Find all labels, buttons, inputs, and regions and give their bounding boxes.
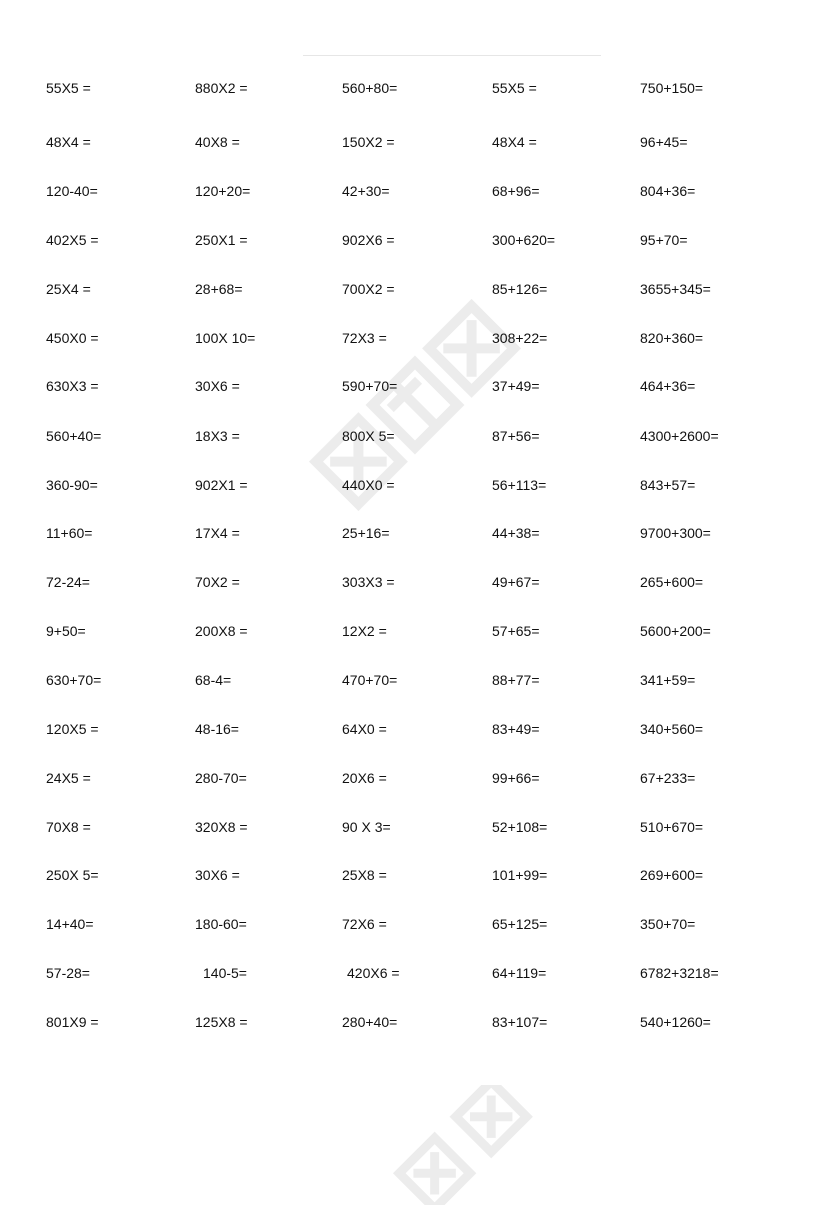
problem-cell: 269+600= xyxy=(640,867,704,883)
problem-cell: 65+125= xyxy=(492,916,548,932)
problem-cell: 250X1 = xyxy=(195,232,248,248)
problem-cell: 72-24= xyxy=(46,574,90,590)
problem-cell: 9+50= xyxy=(46,623,86,639)
problem-cell: 11+60= xyxy=(46,525,93,541)
problem-cell: 880X2 = xyxy=(195,80,248,96)
problem-cell: 120+20= xyxy=(195,183,251,199)
problem-cell: 800X 5= xyxy=(342,428,395,444)
problem-cell: 48X4 = xyxy=(492,134,537,150)
problem-cell: 560+40= xyxy=(46,428,102,444)
problem-cell: 44+38= xyxy=(492,525,540,541)
problem-cell: 450X0 = xyxy=(46,330,99,346)
problem-cell: 24X5 = xyxy=(46,770,91,786)
problem-cell: 25X4 = xyxy=(46,281,91,297)
problem-cell: 360-90= xyxy=(46,477,98,493)
problem-cell: 100X 10= xyxy=(195,330,256,346)
problem-cell: 85+126= xyxy=(492,281,548,297)
problem-cell: 14+40= xyxy=(46,916,94,932)
problem-cell: 180-60= xyxy=(195,916,247,932)
problem-cell: 70X2 = xyxy=(195,574,240,590)
problem-cell: 68+96= xyxy=(492,183,540,199)
problem-cell: 55X5 = xyxy=(46,80,91,96)
problem-cell: 96+45= xyxy=(640,134,688,150)
problem-cell: 37+49= xyxy=(492,378,540,394)
problem-cell: 300+620= xyxy=(492,232,556,248)
problem-cell: 6782+3218= xyxy=(640,965,719,981)
problem-cell: 341+59= xyxy=(640,672,696,688)
problem-cell: 64+119= xyxy=(492,965,547,981)
problem-cell: 630+70= xyxy=(46,672,102,688)
problem-cell: 843+57= xyxy=(640,477,696,493)
problem-cell: 590+70= xyxy=(342,378,398,394)
problem-cell: 72X3 = xyxy=(342,330,387,346)
problem-cell: 303X3 = xyxy=(342,574,395,590)
problem-cell: 150X2 = xyxy=(342,134,395,150)
problem-cell: 340+560= xyxy=(640,721,704,737)
problem-cell: 200X8 = xyxy=(195,623,248,639)
problem-cell: 67+233= xyxy=(640,770,696,786)
problem-cell: 68-4= xyxy=(195,672,232,688)
problem-cell: 402X5 = xyxy=(46,232,99,248)
problem-cell: 120-40= xyxy=(46,183,98,199)
problem-cell: 820+360= xyxy=(640,330,704,346)
problem-cell: 55X5 = xyxy=(492,80,537,96)
problem-cell: 70X8 = xyxy=(46,819,91,835)
problem-cell: 28+68= xyxy=(195,281,243,297)
problem-cell: 57-28= xyxy=(46,965,90,981)
problem-cell: 30X6 = xyxy=(195,378,240,394)
problem-cell: 560+80= xyxy=(342,80,398,96)
problem-cell: 700X2 = xyxy=(342,281,395,297)
problem-cell: 72X6 = xyxy=(342,916,387,932)
problem-cell: 902X6 = xyxy=(342,232,395,248)
problem-cell: 540+1260= xyxy=(640,1014,711,1030)
problem-cell: 64X0 = xyxy=(342,721,387,737)
problem-cell: 30X6 = xyxy=(195,867,240,883)
problem-cell: 420X6 = xyxy=(347,965,400,981)
problem-cell: 804+36= xyxy=(640,183,696,199)
problem-cell: 120X5 = xyxy=(46,721,99,737)
problem-cell: 87+56= xyxy=(492,428,540,444)
problem-cell: 48-16= xyxy=(195,721,239,737)
problem-cell: 350+70= xyxy=(640,916,696,932)
problem-cell: 265+600= xyxy=(640,574,704,590)
problem-cell: 83+107= xyxy=(492,1014,548,1030)
problem-cell: 90 X 3= xyxy=(342,819,391,835)
problem-cell: 83+49= xyxy=(492,721,540,737)
problem-cell: 57+65= xyxy=(492,623,540,639)
problem-cell: 56+113= xyxy=(492,477,547,493)
problem-cell: 250X 5= xyxy=(46,867,99,883)
problem-cell: 40X8 = xyxy=(195,134,240,150)
problem-cell: 750+150= xyxy=(640,80,704,96)
problem-cell: 4300+2600= xyxy=(640,428,719,444)
problem-cell: 18X3 = xyxy=(195,428,240,444)
problem-cell: 510+670= xyxy=(640,819,704,835)
problem-cell: 801X9 = xyxy=(46,1014,99,1030)
problem-cell: 95+70= xyxy=(640,232,688,248)
problem-cell: 280-70= xyxy=(195,770,247,786)
problem-cell: 5600+200= xyxy=(640,623,711,639)
problem-cell: 320X8 = xyxy=(195,819,248,835)
problem-cell: 101+99= xyxy=(492,867,548,883)
problem-cell: 630X3 = xyxy=(46,378,99,394)
problem-cell: 17X4 = xyxy=(195,525,240,541)
problem-cell: 12X2 = xyxy=(342,623,387,639)
problem-cell: 52+108= xyxy=(492,819,548,835)
problem-cell: 99+66= xyxy=(492,770,540,786)
problem-cell: 140-5= xyxy=(203,965,247,981)
problem-cell: 9700+300= xyxy=(640,525,711,541)
problem-cell: 25+16= xyxy=(342,525,390,541)
problem-cell: 125X8 = xyxy=(195,1014,248,1030)
problem-cell: 48X4 = xyxy=(46,134,91,150)
problem-cell: 3655+345= xyxy=(640,281,711,297)
problem-cell: 88+77= xyxy=(492,672,540,688)
problem-cell: 902X1 = xyxy=(195,477,248,493)
problem-cell: 20X6 = xyxy=(342,770,387,786)
problem-cell: 470+70= xyxy=(342,672,398,688)
problem-cell: 42+30= xyxy=(342,183,390,199)
problem-cell: 308+22= xyxy=(492,330,548,346)
problem-cell: 49+67= xyxy=(492,574,540,590)
problem-cell: 280+40= xyxy=(342,1014,398,1030)
problem-cell: 440X0 = xyxy=(342,477,395,493)
problem-cell: 464+36= xyxy=(640,378,696,394)
problem-cell: 25X8 = xyxy=(342,867,387,883)
